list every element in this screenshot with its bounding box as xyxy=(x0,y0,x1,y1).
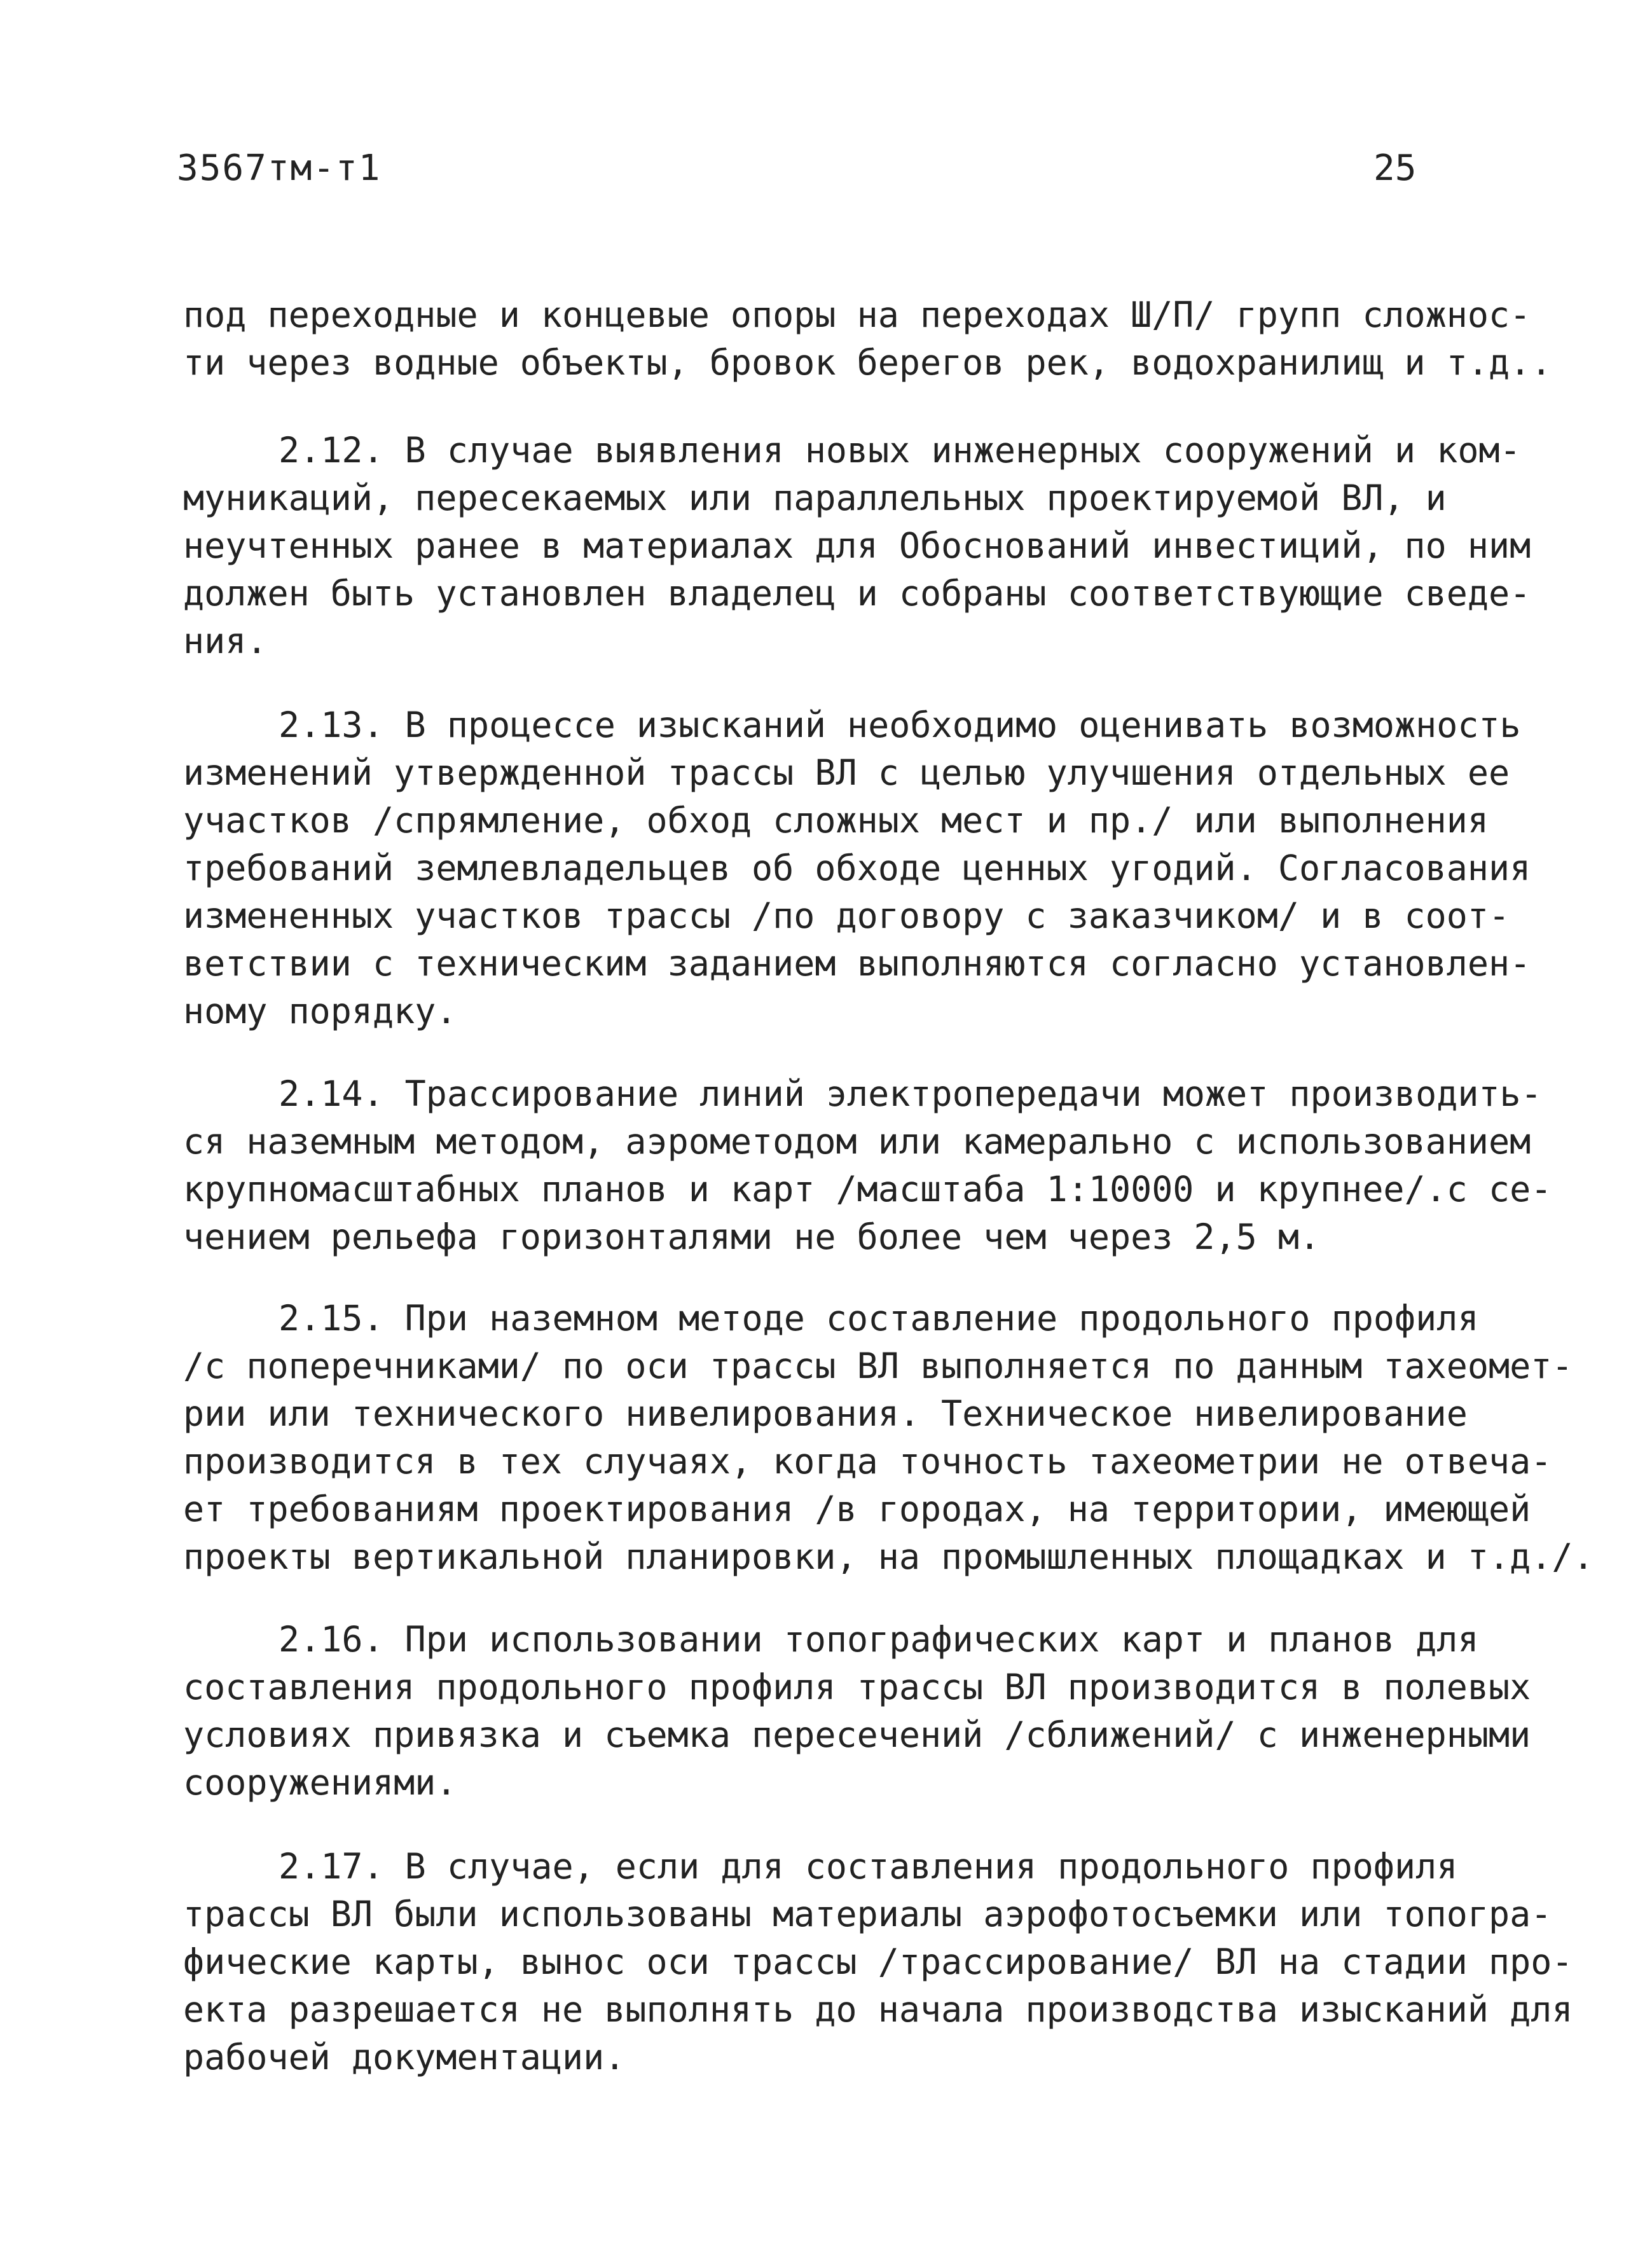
text-line: 2.12. В случае выявления новых инженерных сооружений и ком- xyxy=(279,430,1521,471)
paragraph-2-12 xyxy=(183,427,1531,665)
text-line: условиях привязка и съемка пересечений /сближений/ с инженерными xyxy=(183,1714,1531,1755)
text-line: ветствии с техническим заданием выполняются согласно установлен- xyxy=(183,943,1531,984)
paragraph-2-15 xyxy=(183,1295,1594,1581)
text-line: чением рельефа горизонталями не более чем через 2,5 м. xyxy=(183,1216,1321,1257)
text-line: рии или технического нивелирования. Техническое нивелирование xyxy=(183,1393,1468,1434)
text-line: сооружениями. xyxy=(183,1762,457,1803)
text-line: трассы ВЛ были использованы материалы аэрофотосъемки или топогра- xyxy=(183,1894,1552,1934)
text-line: должен быть установлен владелец и собраны соответствующие сведе- xyxy=(183,573,1531,614)
text-line: фические карты, вынос оси трассы /трассирование/ ВЛ на стадии про- xyxy=(183,1941,1573,1982)
text-line: рабочей документации. xyxy=(183,2037,626,2077)
text-line: участков /спрямление, обход сложных мест и пр./ или выполнения xyxy=(183,800,1489,841)
text-line: екта разрешается не выполнять до начала производства изысканий для xyxy=(183,1989,1573,2030)
text-line: ся наземным методом, аэрометодом или камерально с использованием xyxy=(183,1121,1531,1162)
text-line: /с поперечниками/ по оси трассы ВЛ выполняется по данным тахеомет- xyxy=(183,1346,1573,1386)
text-line: производится в тех случаях, когда точность тахеометрии не отвеча- xyxy=(183,1441,1552,1482)
paragraph-2-16 xyxy=(183,1616,1531,1807)
text-line: составления продольного профиля трассы ВЛ производится в полевых xyxy=(183,1667,1531,1707)
text-line: требований землевладельцев об обходе ценных угодий. Согласования xyxy=(183,848,1531,888)
paragraph-2-14 xyxy=(183,1070,1552,1261)
text-line: ному порядку. xyxy=(183,991,457,1031)
text-line: проекты вертикальной планировки, на промышленных площадках и т.д./. xyxy=(183,1536,1594,1577)
text-line: измененных участков трассы /по договору с заказчиком/ и в соот- xyxy=(183,895,1510,936)
text-line: под переходные и концевые опоры на переходах Ш/П/ групп сложнос- xyxy=(183,294,1531,335)
text-line: 2.13. В процессе изысканий необходимо оценивать возможность xyxy=(279,705,1521,745)
text-line: 2.16. При использовании топографических карт и планов для xyxy=(279,1619,1479,1660)
text-line: ет требованиям проектирования /в городах, на территории, имеющей xyxy=(183,1489,1531,1529)
page-number: 25 xyxy=(1373,148,1417,189)
paragraph-2-11-continuation xyxy=(183,291,1552,387)
text-line: 2.17. В случае, если для составления продольного профиля xyxy=(279,1846,1458,1887)
text-line: изменений утвержденной трассы ВЛ с целью улучшения отдельных ее xyxy=(183,752,1510,793)
paragraph-2-17 xyxy=(183,1843,1573,2081)
document-code: 3567тм-т1 xyxy=(177,148,382,189)
text-line: 2.14. Трассирование линий электропередачи может производить- xyxy=(279,1073,1542,1114)
text-line: неучтенных ранее в материалах для Обоснований инвестиций, по ним xyxy=(183,525,1531,566)
text-line: крупномасштабных планов и карт /масштаба 1:10000 и крупнее/.с се- xyxy=(183,1169,1552,1209)
paragraph-2-13 xyxy=(183,701,1531,1035)
text-line: ти через водные объекты, бровок берегов рек, водохранилищ и т.д.. xyxy=(183,342,1552,383)
text-line: ния. xyxy=(183,621,268,661)
text-line: 2.15. При наземном методе составление продольного профиля xyxy=(279,1298,1479,1339)
text-line: муникаций, пересекаемых или параллельных проектируемой ВЛ, и xyxy=(183,478,1447,518)
